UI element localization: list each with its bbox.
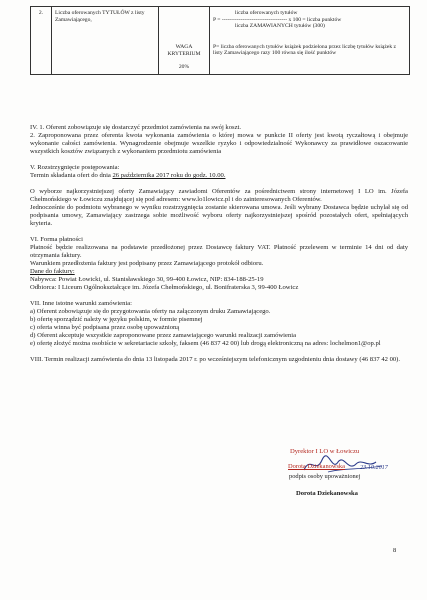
criterion-weight-cell <box>159 7 210 75</box>
section-vi-p1: Płatność będzie realizowana na podstawie przedłożonej przez Dostawcę faktury VAT. Płatność przelewem w terminie 14 dni od daty otrzymania faktury. <box>30 244 408 259</box>
table-row <box>31 7 410 75</box>
formula-numerator: liczba oferowanych tytułów <box>235 10 298 16</box>
invoice-receiver: Odbiorca: I Liceum Ogólnokształcące im. Józefa Chełmońskiego, ul. Bonifraterska 3, 99-400 Łowicz <box>30 284 299 291</box>
section-v-deadline <box>30 172 408 180</box>
page-number: 8 <box>393 547 397 554</box>
criteria-table <box>30 6 410 75</box>
section-vi-title: VI. Forma płatności <box>30 236 83 243</box>
section-vi-p2: Warunkiem przedłożenia faktury jest podpisany przez Zamawiającego protokół odbioru. <box>30 260 264 267</box>
row-number: 2. <box>31 7 52 75</box>
formula-cell <box>210 7 410 75</box>
formula-line: P = ----------------------------------- x 100 = liczba punktów <box>213 16 342 23</box>
section-iv-1: IV. 1. Oferent zobowiązuje się dostarczyć przedmiot zamówienia na swój koszt. <box>30 124 241 131</box>
signatory-name: Dorota Dziekanowska <box>296 490 358 497</box>
deadline-date: 26 października 2017 roku do godz. 10.00. <box>112 172 226 179</box>
deadline-prefix: Termin składania ofert do dnia <box>30 172 113 179</box>
signature-caption: podpis osoby upoważnionej <box>289 473 361 480</box>
condition-a: a) Oferent zobowiązuje się do przygotowania oferty na załączonym druku Zamawiającego. <box>30 308 271 315</box>
invoice-buyer: Nabywca: Powiat Łowicki, ul. Stanisławskiego 30, 99-400 Łowicz, NIP: 834-188-25-19 <box>30 276 264 283</box>
invoice-heading: Dane do faktury: <box>30 268 75 275</box>
weight-value: 20% <box>178 64 190 71</box>
section-vii-title: VII. Inne istotne warunki zamówienia: <box>30 300 132 307</box>
director-stamp-name: Dorota Dziekanowska <box>288 463 345 470</box>
section-viii: VIII. Termin realizacji zamówienia do dnia 13 listopada 2017 r. po wcześniejszym telefonicznym uzgodnieniu dnia dostawy (46 837 42 00). <box>30 356 401 363</box>
director-stamp-title: Dyrektor I LO w Łowiczu <box>290 448 360 455</box>
formula-denominator: liczba ZAMAWIANYCH tytułów (300) <box>235 23 325 30</box>
condition-c: c) oferta winna być podpisana przez osobę upoważnioną <box>30 324 180 331</box>
section-v-title: V. Rozstrzygnięcie postępowania: <box>30 164 120 171</box>
document-body <box>30 124 408 364</box>
condition-e: e) ofertę złożyć można osobiście w sekretariacie szkoły, faksem (46 837 42 00) lub drogą elektroniczną na adres: lochelmon1@op.pl <box>30 340 381 347</box>
formula-note: P= liczba oferowanych tytułów książek podzielona przez liczbę tytułów książek z listy Zamawiającego razy 100 równa się ilość punktów <box>213 43 397 57</box>
criterion-name: Liczba oferowanych TYTUŁÓW z listy Zamawiającego, <box>52 7 159 75</box>
section-v-p1: O wyborze najkorzystniejszej oferty Zamawiający zawiadomi Oferentów za pośrednictwem strony internetowej I LO im. Józefa Chełmońskiego w Łowiczu znajdującej się pod adresem: www.lo1lowicz.pl i do zainteresowanych Oferentów. <box>30 188 408 203</box>
signature-date: 23.10.2017 <box>360 464 388 471</box>
section-v-p2: Jednocześnie do podmiotu wybranego w wyniku rozstrzygnięcia zostanie skierowana umowa. Jeśli wybrany Dostawca będzie uchylał się od podpisania umowy, Zamawiający zastrzega sobie możliwość wyboru oferty najkorzystniejszej spośród pozostałych ofert, spełniających kryteria. <box>30 204 408 227</box>
condition-d: d) Oferent akceptuje wszystkie zaproponowane przez zamawiającego warunki realizacji zamówienia <box>30 332 296 339</box>
section-iv-2: 2. Zaproponowana przez oferenta kwota wykonania zamówienia o której mowa w punkcie II oferty jest kwotą ryczałtową i obejmuje wykonanie całości zamówienia. Wynagrodzenie obejmuje wszelkie ryzyko i odpowiedzialność Wykonawcy za prawidłowe oszacowanie wszystkich kosztów związanych z wykonaniem przedmiotu zamówienia <box>30 132 408 155</box>
condition-b: b) ofertę sporządzić należy w języku polskim, w formie pisemnej <box>30 316 203 323</box>
weight-label: WAGA KRYTERIUM <box>167 44 201 57</box>
